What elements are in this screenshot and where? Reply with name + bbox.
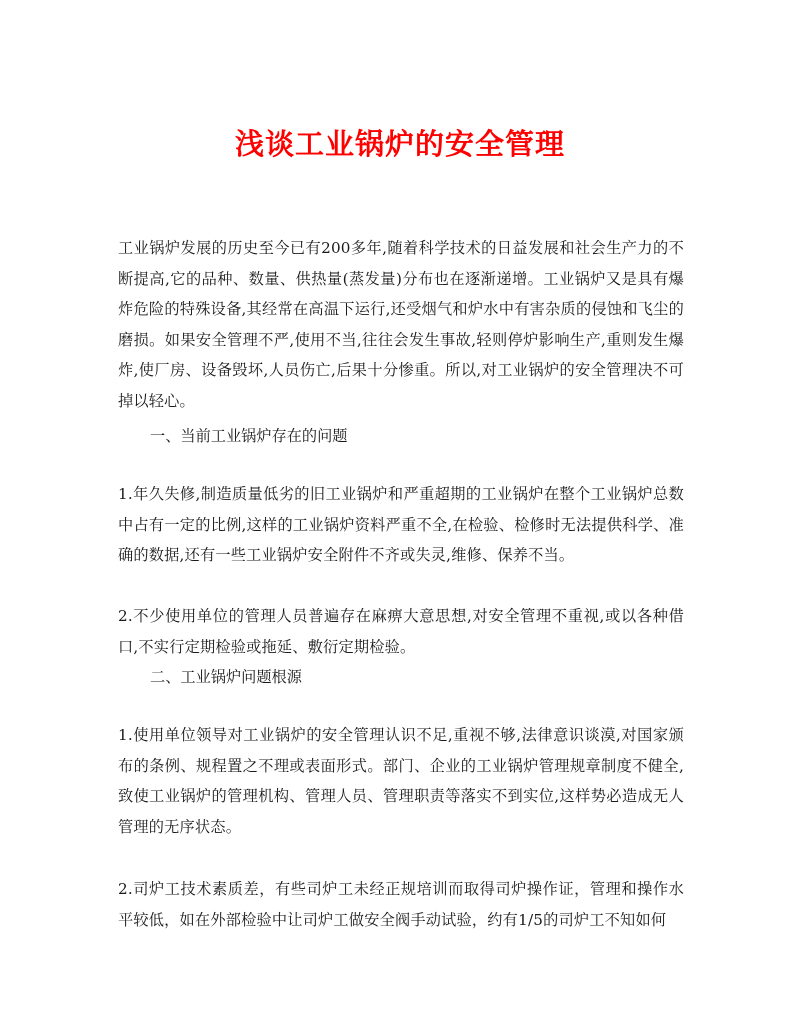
cause-item-1: 1.使用单位领导对工业锅炉的安全管理认识不足,重视不够,法律意识谈漠,对国家颁布的条例、规程置之不理或表面形式。部门、企业的工业锅炉管理规章制度不健全,致使工业锅炉的管理机构、管理人员、管理职责等落实不到实位,这样势必造成无人管理的无序状态。 [118, 726, 684, 836]
intro-paragraph: 工业锅炉发展的历史至今已有200多年,随着科学技术的日益发展和社会生产力的不断提高,它的品种、数量、供热量(蒸发量)分布也在逐渐递增。工业锅炉又是具有爆炸危险的特殊设备,其经常在高温下运行,还受烟气和炉水中有害杂质的侵蚀和飞尘的磨损。如果安全管理不严,使用不当,往往会发生事故,轻则停炉影响生产,重则发生爆炸,使厂房、设备毁坏,人员伤亡,后果十分惨重。所以,对工业锅炉的安全管理决不可掉以轻心。 [118, 239, 684, 410]
section-heading-root-causes: 二、工业锅炉问题根源 [150, 668, 302, 686]
cause-item-2: 2.司炉工技术素质差，有些司炉工未经正规培训而取得司炉操作证，管理和操作水平较低，如在外部检验中让司炉工做安全阀手动试验，约有1/5的司炉工不知如何 [118, 880, 684, 929]
problem-item-1: 1.年久失修,制造质量低劣的旧工业锅炉和严重超期的工业锅炉在整个工业锅炉总数中占有一定的比例,这样的工业锅炉资料严重不全,在检验、检修时无法提供科学、准确的数据,还有一些工业锅炉安全附件不齐或失灵,维修、保养不当。 [118, 485, 684, 565]
problem-item-2: 2.不少使用单位的管理人员普遍存在麻痹大意思想,对安全管理不重视,或以各种借口,不实行定期检验或拖延、敷衍定期检验。 [118, 607, 684, 656]
document-title: 浅谈工业锅炉的安全管理 [234, 127, 565, 162]
section-heading-problems: 一、当前工业锅炉存在的问题 [150, 427, 348, 445]
